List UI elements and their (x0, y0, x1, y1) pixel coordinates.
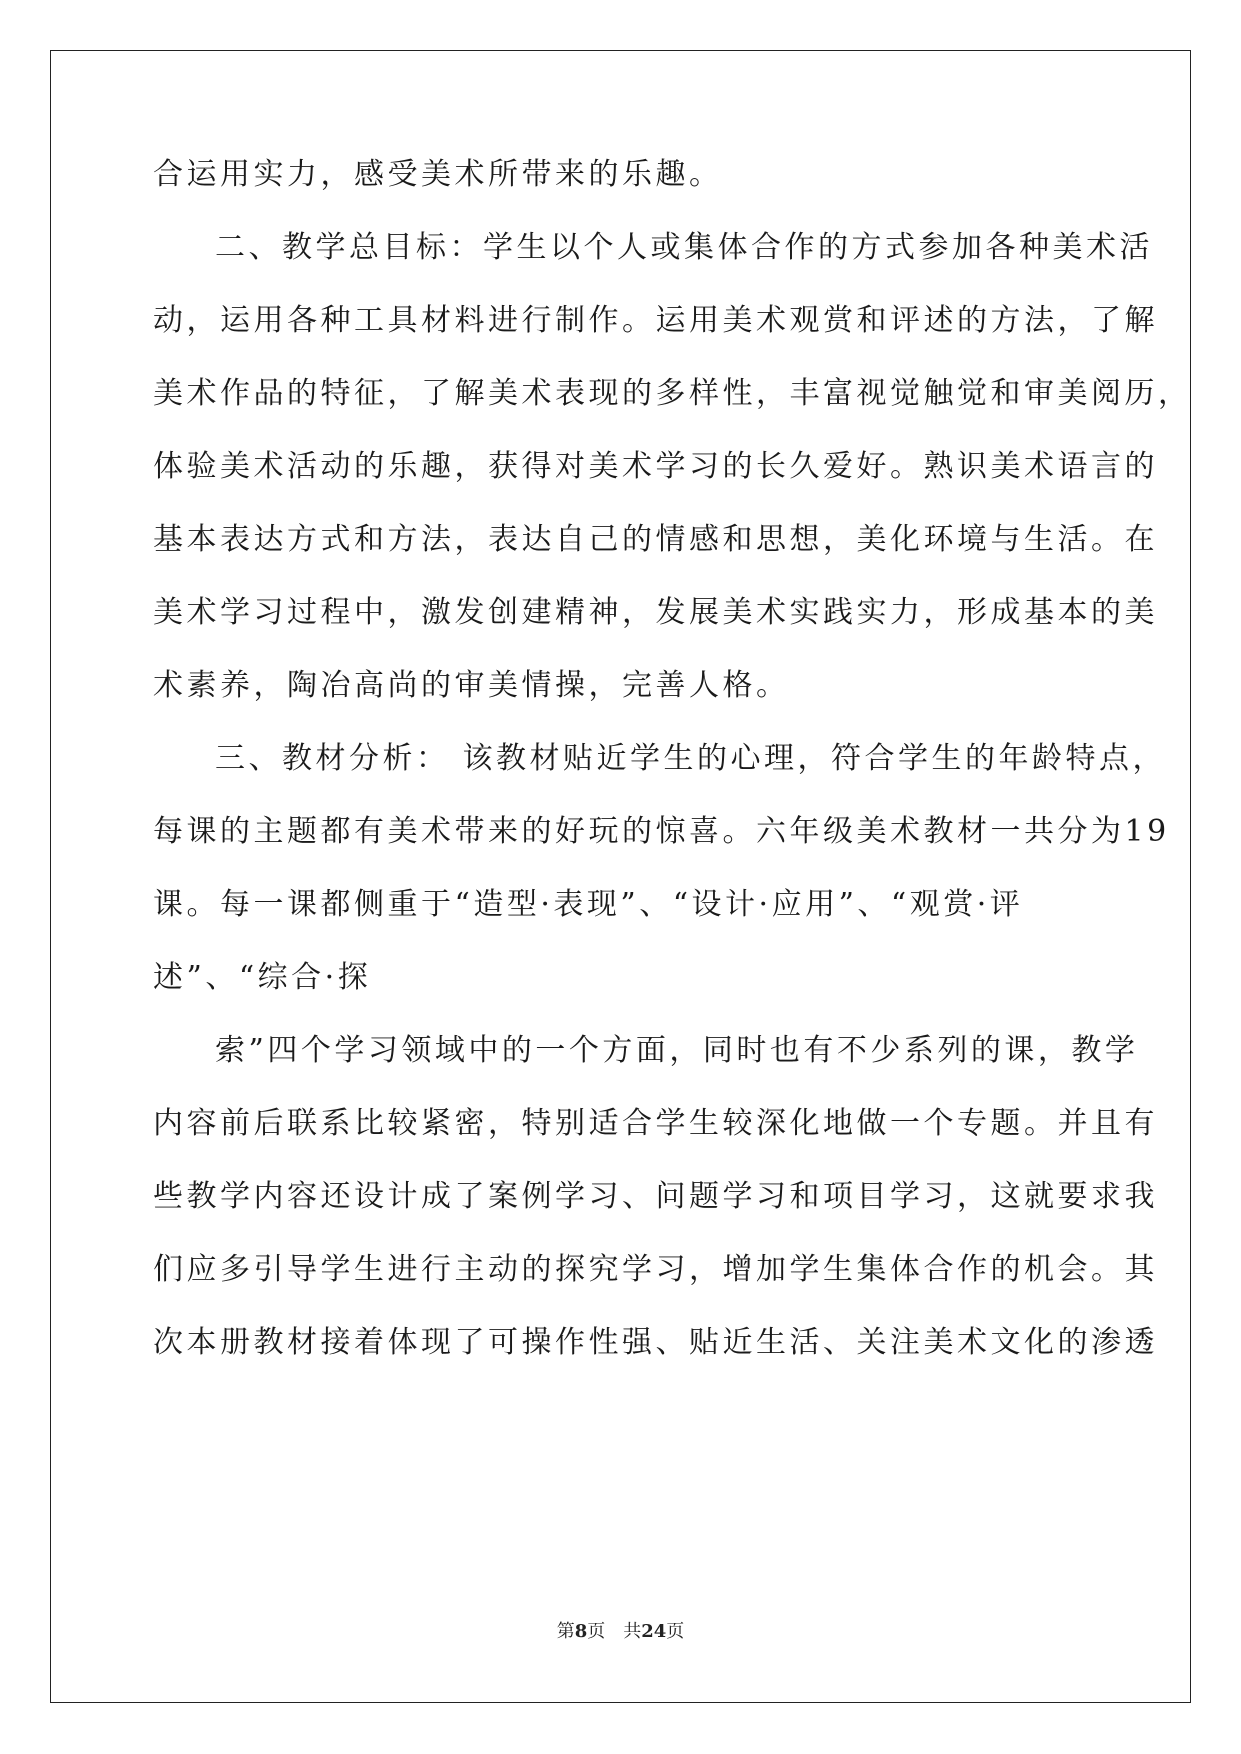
paragraph-line: 每课的主题都有美术带来的好玩的惊喜。六年级美术教材一共分为19 (153, 814, 1170, 849)
paragraph-line: 二、教学总目标：学生以个人或集体合作的方式参加各种美术活 (215, 230, 1153, 265)
page-suffix: 页 (587, 1621, 606, 1642)
total-pages: 24 (641, 1621, 667, 1642)
paragraph-line: 内容前后联系比较紧密，特别适合学生较深化地做一个专题。并且有 (153, 1106, 1158, 1141)
page-number: 8 (574, 1621, 588, 1642)
paragraph-line: 美术作品的特征，了解美术表现的多样性，丰富视觉触觉和审美阅历， (153, 376, 1192, 411)
total-suffix: 页 (666, 1621, 685, 1642)
page-prefix: 第 (556, 1621, 575, 1642)
paragraph-line: 们应多引导学生进行主动的探究学习，增加学生集体合作的机会。其 (153, 1252, 1158, 1287)
paragraph-line: 索”四个学习领域中的一个方面，同时也有不少系列的课，教学 (215, 1033, 1139, 1068)
page-footer (0, 1620, 1241, 1644)
total-prefix: 共 (623, 1621, 642, 1642)
paragraph-line: 动，运用各种工具材料进行制作。运用美术观赏和评述的方法，了解 (153, 303, 1158, 338)
paragraph-line: 术素养，陶冶高尚的审美情操，完善人格。 (153, 668, 790, 703)
paragraph-line: 美术学习过程中，激发创建精神，发展美术实践实力，形成基本的美 (153, 595, 1158, 630)
paragraph-line: 些教学内容还设计成了案例学习、问题学习和项目学习，这就要求我 (153, 1179, 1158, 1214)
paragraph-line: 体验美术活动的乐趣，获得对美术学习的长久爱好。熟识美术语言的 (153, 449, 1158, 484)
paragraph-line: 合运用实力，感受美术所带来的乐趣。 (153, 157, 723, 192)
paragraph-line: 基本表达方式和方法，表达自己的情感和思想，美化环境与生活。在 (153, 522, 1158, 557)
paragraph-line: 三、教材分析： 该教材贴近学生的心理，符合学生的年龄特点， (215, 741, 1167, 776)
paragraph-line: 次本册教材接着体现了可操作性强、贴近生活、关注美术文化的渗透 (153, 1325, 1158, 1360)
paragraph-line: 述”、“综合·探 (153, 960, 372, 995)
page-border (50, 50, 1191, 1703)
paragraph-line: 课。每一课都侧重于“造型·表现”、“设计·应用”、“观赏·评 (153, 887, 1024, 922)
